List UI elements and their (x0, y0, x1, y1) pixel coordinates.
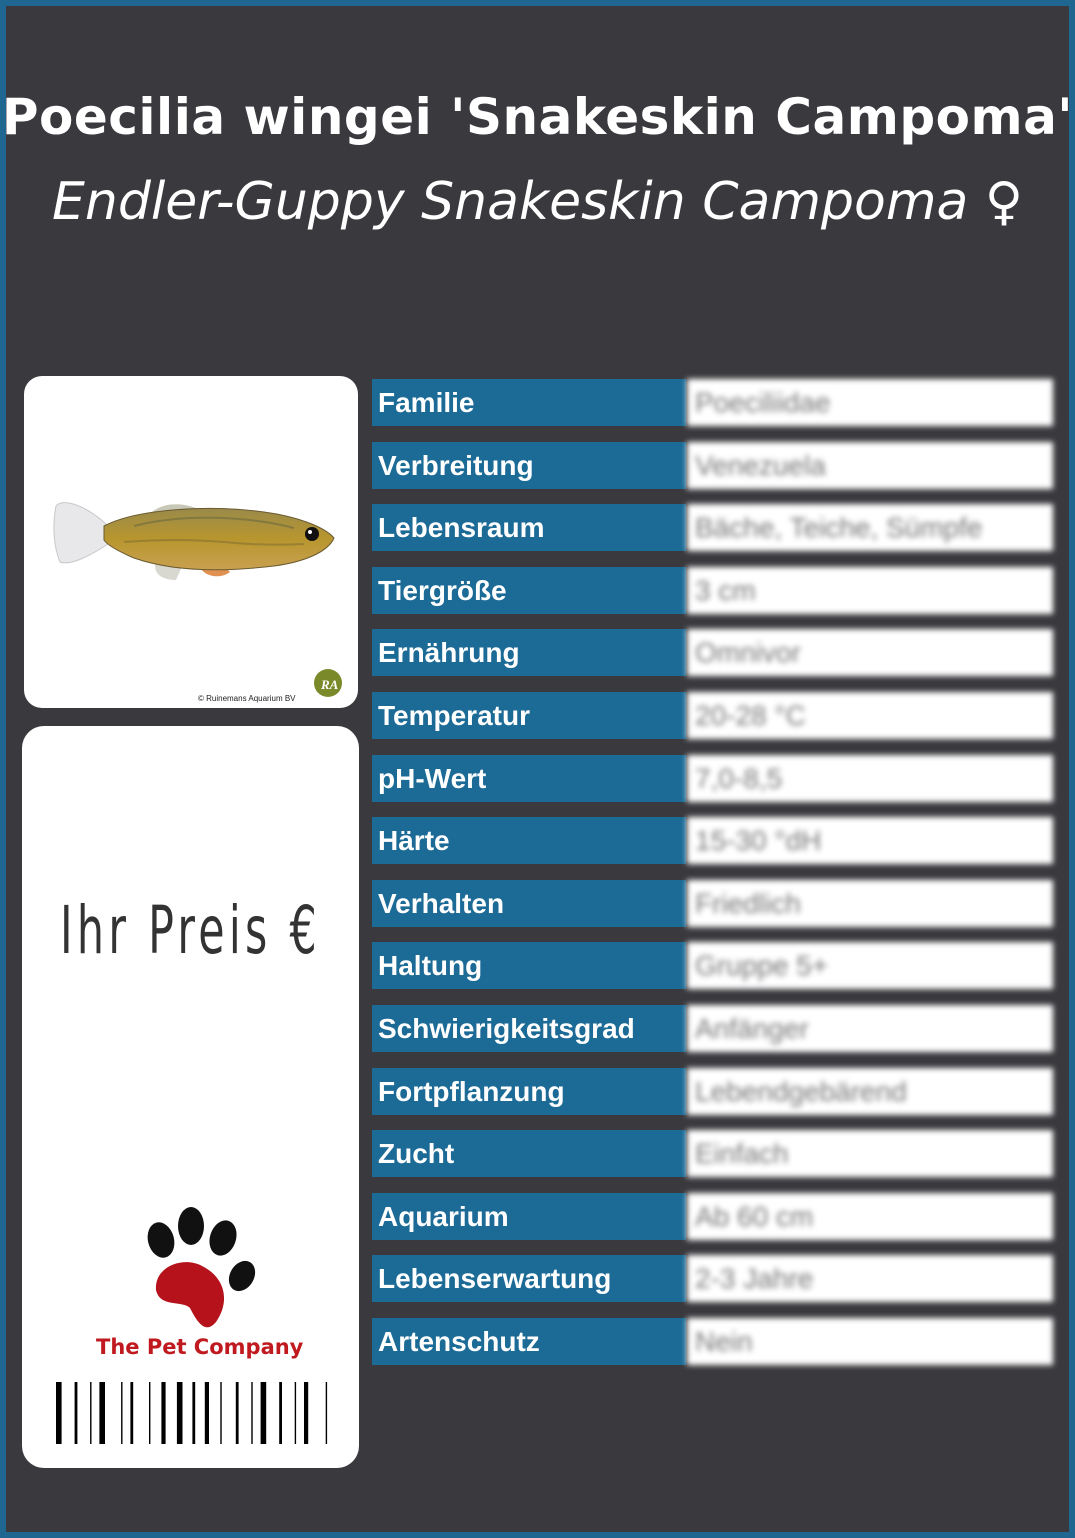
info-row-label: Lebensraum (372, 504, 686, 551)
info-row-value: Lebendgebärend (687, 1068, 1053, 1115)
info-row (372, 1193, 1053, 1240)
info-row (372, 1130, 1053, 1177)
info-row-value: Bäche, Teiche, Sümpfe (687, 504, 1053, 551)
info-row (372, 1255, 1053, 1302)
barcode-bar (304, 1382, 308, 1444)
barcode-bar (161, 1382, 165, 1444)
info-row-label: Verbreitung (372, 442, 686, 489)
info-row-value: Nein (687, 1318, 1053, 1365)
info-row (372, 1005, 1053, 1052)
info-row (372, 629, 1053, 676)
info-row-label: Härte (372, 817, 686, 864)
barcode-bar (295, 1382, 296, 1444)
info-row (372, 817, 1053, 864)
info-row-label: Schwierigkeitsgrad (372, 1005, 686, 1052)
barcode-bar (279, 1382, 282, 1444)
info-row-value: Friedlich (687, 880, 1053, 927)
info-row-value: Ab 60 cm (687, 1193, 1053, 1240)
info-row (372, 442, 1053, 489)
barcode-bar (90, 1382, 91, 1444)
info-row-value: 20-28 °C (687, 692, 1053, 739)
barcode-bar (177, 1382, 183, 1444)
price-label: Ihr Preis € (60, 892, 322, 969)
barcode-icon (56, 1382, 332, 1444)
barcode-bar (192, 1382, 195, 1444)
paw-logo-icon (134, 1204, 264, 1334)
info-row (372, 504, 1053, 551)
info-row-value: Poeciliidae (687, 379, 1053, 426)
info-row-value: 7,0-8,5 (687, 755, 1053, 802)
info-row-label: Familie (372, 379, 686, 426)
photo-copyright: © Ruinemans Aquarium BV (198, 694, 296, 703)
info-row (372, 567, 1053, 614)
info-row-label: Verhalten (372, 880, 686, 927)
barcode-bar (261, 1382, 267, 1444)
logo-text: RA (321, 677, 339, 692)
barcode-bar (236, 1382, 239, 1444)
info-row-label: Haltung (372, 942, 686, 989)
brand-name: The Pet Company (96, 1335, 304, 1359)
info-row-label: Tiergröße (372, 567, 686, 614)
barcode-bar (121, 1382, 122, 1444)
barcode-bar (205, 1382, 209, 1444)
info-row-label: Temperatur (372, 692, 686, 739)
info-row-value: Gruppe 5+ (687, 942, 1053, 989)
info-row-label: Zucht (372, 1130, 686, 1177)
fish-photo-panel (24, 376, 358, 708)
page-title: Poecilia wingei 'Snakeskin Campoma' (1, 88, 1074, 146)
barcode-bar (220, 1382, 221, 1444)
info-row-value: 15-30 °dH (687, 817, 1053, 864)
barcode-bar (99, 1382, 105, 1444)
info-row (372, 755, 1053, 802)
info-row-value: Anfänger (687, 1005, 1053, 1052)
info-row-label: Aquarium (372, 1193, 686, 1240)
barcode-bar (75, 1382, 78, 1444)
barcode-bar (56, 1382, 62, 1444)
barcode-bar (251, 1382, 252, 1444)
info-row-label: pH-Wert (372, 755, 686, 802)
info-row (372, 880, 1053, 927)
info-row (372, 1318, 1053, 1365)
info-row-value: Venezuela (687, 442, 1053, 489)
info-row-label: Fortpflanzung (372, 1068, 686, 1115)
barcode-bar (149, 1382, 150, 1444)
info-row-label: Ernährung (372, 629, 686, 676)
info-row (372, 942, 1053, 989)
fish-image (24, 376, 358, 708)
info-row-label: Lebenserwartung (372, 1255, 686, 1302)
info-row-value: Omnivor (687, 629, 1053, 676)
info-row (372, 1068, 1053, 1115)
info-row (372, 379, 1053, 426)
info-row-value: 3 cm (687, 567, 1053, 614)
info-row-value: Einfach (687, 1130, 1053, 1177)
info-row-label: Artenschutz (372, 1318, 686, 1365)
barcode-bar (326, 1382, 327, 1444)
info-row (372, 692, 1053, 739)
barcode-bar (130, 1382, 133, 1444)
info-row-value: 2-3 Jahre (687, 1255, 1053, 1302)
page-subtitle: Endler-Guppy Snakeskin Campoma ♀ (52, 172, 1023, 232)
